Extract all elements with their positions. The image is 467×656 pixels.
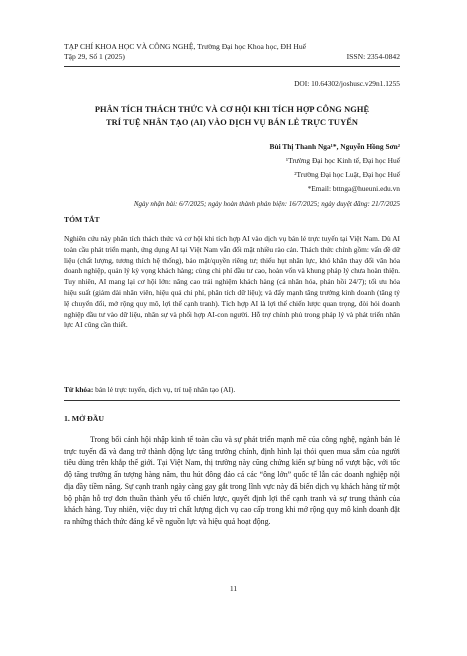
header-rule (64, 66, 400, 67)
doi: DOI: 10.64302/joshusc.v29n1.1255 (294, 79, 400, 88)
paper-title-line-1: PHÂN TÍCH THÁCH THỨC VÀ CƠ HỘI KHI TÍCH HỢP CÔNG NGHỆ (94, 105, 370, 114)
keywords-label: Từ khóa: (64, 385, 94, 394)
affiliation-1: ¹Trường Đại học Kinh tế, Đại học Huế (285, 156, 400, 165)
introduction-paragraph: Trong bối cảnh hội nhập kinh tế toàn cầu và sự phát triển mạnh mẽ của công nghệ, ngành bán lẻ trực tuyến đã và đang trở thành động lực tăng trưởng chính, định hình lại thói quen mua sắm của người tiêu dùng trên khắp thế giới. Tại Việt Nam, thị trường này cũng chứng kiến sự bùng nổ vượt bậc, với tốc độ tăng trưởng ấn tượng hàng năm, thu hút đông đảo cá các “ông lớn” quốc tế lẫn các doanh nghiệp nội địa đầy tiềm năng. Sự cạnh tranh ngày càng gay gắt trong lĩnh vực này đã biến dịch vụ khách hàng từ một bộ phận hỗ trợ đơn thuần thành yếu tố chiến lược, quyết định lợi thế cạnh tranh và sự trung thành của khách hàng. Tuy nhiên, việc duy trì chất lượng dịch vụ cao cấp trong khi mở rộng quy mô kinh doanh đặt ra những thách thức đáng kể về nguồn lực và hiệu quả hoạt động. (64, 435, 400, 526)
journal-name: TẠP CHÍ KHOA HỌC VÀ CÔNG NGHỆ, Trường Đại học Khoa học, ĐH Huế (64, 42, 307, 51)
keywords-values: bán lẻ trực tuyến, dịch vụ, trí tuệ nhân tạo (AI). (93, 385, 236, 394)
journal-issn: ISSN: 2354-0842 (346, 52, 400, 61)
paper-title-line-2: TRÍ TUỆ NHÂN TẠO (AI) VÀO DỊCH VỤ BÁN LẺ TRỰC TUYẾN (105, 118, 359, 127)
abstract-rule (64, 400, 400, 401)
abstract-paragraph: Nghiên cứu này phân tích thách thức và cơ hội khi tích hợp AI vào dịch vụ bán lẻ trực tuyến tại Việt Nam. Dù AI toàn cầu phát triển mạnh, ứng dụng AI tại Việt Nam vẫn đối mặt nhiều rào cản. Thách thức chính gồm: vấn đề dữ liệu (chất lượng, tương thích hệ thống), bảo mật/quyền riêng tư; thiếu hụt nhân lực, khó khăn thay đổi văn hóa doanh nghiệp, quản lý kỳ vọng khách hàng; cùng chi phí đầu tư cao, hoàn vốn và khung pháp lý chưa hoàn thiện. Tuy nhiên, AI mang lại cơ hội lớn: nâng cao trải nghiệm khách hàng (cá nhân hóa, phản hồi 24/7); tối ưu hóa hiệu suất (giảm dài nhân viên, hiệu quả chi phí, phân tích dữ liệu); và đẩy mạnh tăng trưởng kinh doanh (tăng tỷ lệ chuyển đổi, mở rộng quy mô, lợi thế cạnh tranh). Tích hợp AI là lợi thế chiến lược quan trọng, đòi hỏi doanh nghiệp đầu tư vào dữ liệu, nhân sự và phối hợp AI-con người. Hỗ trợ chính phủ trong pháp lý và phát triển nhân lực AI cũng cần thiết. (64, 234, 400, 330)
section-heading-introduction: 1. MỞ ĐẦU (64, 414, 105, 423)
introduction-text (64, 434, 400, 528)
abstract-heading: TÓM TẮT (64, 215, 100, 224)
abstract-text (64, 234, 400, 331)
page-number: 11 (229, 584, 238, 593)
corresponding-email: *Email: bttnga@hueuni.edu.vn (307, 184, 400, 193)
journal-issue: Tập 29, Số 1 (2025) (64, 52, 125, 61)
authors: Bùi Thị Thanh Nga¹*, Nguyễn Hồng Sơn² (269, 142, 400, 151)
keywords (64, 385, 400, 396)
submission-dates: Ngày nhận bài: 6/7/2025; ngày hoàn thành phản biện: 16/7/2025; ngày duyệt đăng: 21/7/2025 (133, 200, 400, 208)
affiliation-2: ²Trường Đại học Luật, Đại học Huế (294, 170, 400, 179)
